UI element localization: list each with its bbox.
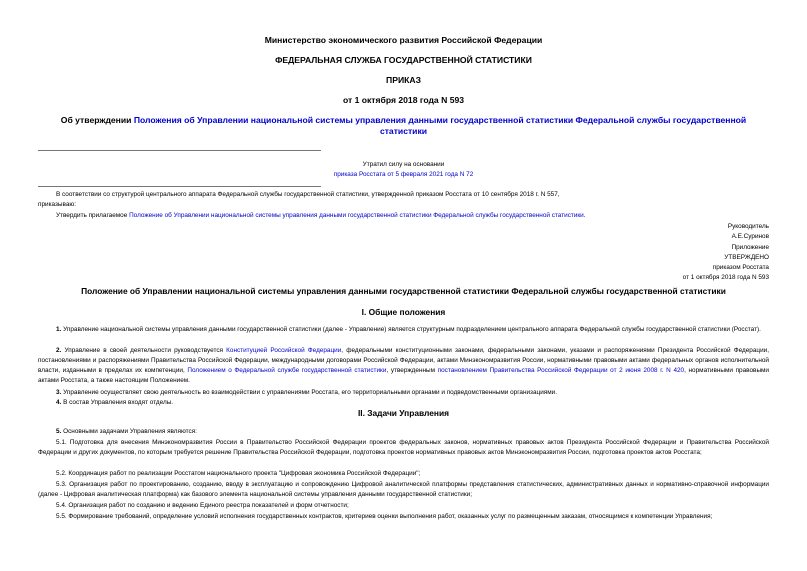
clause-4-number: 4. — [56, 399, 62, 406]
clause-2-number: 2. — [56, 347, 62, 354]
clause-5-2: 5.2. Координация работ по реализации Росстатом национального проекта "Цифровая экономика Российской Федерации"; — [56, 470, 421, 477]
clause-4 — [38, 398, 769, 408]
clause-5-4: 5.4. Организация работ по созданию и ведению Единого реестра показателей и форм отчетности; — [56, 502, 349, 509]
doc-date-number: от 1 октября 2018 года N 593 — [342, 95, 465, 105]
signer-role: Руководитель — [727, 223, 769, 230]
clause-5-1: 5.1. Подготовка для внесения Минэкономразвития России в Правительство Российской Федерации проектов федеральных законов, нормативных правовых актов Президента Российской Федерации и Правительства Российской Федерации и других документов, по которым требуется решение Правительства Российской Федерации, подготовка проектов нормативных правовых актов Минэкономразвития России, подготовка проектов актов Росстата; — [38, 439, 769, 456]
preamble-order-word: приказываю: — [38, 201, 76, 208]
divider-bottom — [38, 186, 321, 187]
clause-2-text-d: , нормативными правовыми актами Росстата, а также настоящим Положением. — [38, 366, 769, 384]
status-line: Утратил силу на основании — [362, 161, 445, 168]
repeal-order-link[interactable]: приказа Росстата от 5 февраля 2021 года N 72 — [333, 170, 474, 178]
clause-5-5: 5.5. Формирование требований, определение условий исполнения государственных контрактов, критериев оценки выполнения работ, оказанных услуг по размещенным заказам, относящимся к компетенции Управления; — [56, 513, 713, 520]
approved-label: УТВЕРЖДЕНО — [724, 253, 769, 261]
clause-5-text: Основными задачами Управления являются: — [63, 428, 197, 435]
clause-3-number: 3. — [56, 389, 62, 396]
approved-regulation-link[interactable]: Положение об Управлении национальной системы управления данными государственной статистики Федеральной службы государственной статистики — [129, 212, 584, 219]
service-title: ФЕДЕРАЛЬНАЯ СЛУЖБА ГОСУДАРСТВЕННОЙ СТАТИСТИКИ — [275, 55, 532, 65]
approved-by-order: приказом Росстата — [712, 264, 769, 272]
clause-3-text: Управление осуществляет свою деятельность во взаимодействии с управлениями Росстата, его территориальными органами и подведомственными организациями. — [63, 389, 557, 396]
status-note — [38, 160, 769, 180]
regulation-title: Положение об Управлении национальной системы управления данными государственной статистики Федеральной службы государственной статистики — [81, 286, 726, 296]
clause-4-text: В состав Управления входят отделы. — [63, 399, 174, 406]
clause-2 — [38, 346, 769, 386]
clause-2-text-c: , утвержденным — [386, 366, 435, 374]
rosstat-regulation-link[interactable]: Положением о Федеральной службе государственной статистики — [187, 366, 387, 374]
clause-5-3: 5.3. Организация работ по проектированию, созданию, вводу в эксплуатацию и сопровождению Цифровой аналитической платформы представления статистических, административных данных и нормативно-справочной информации (далее - Цифровая аналитическая платформа) как базового элемента национальной системы управления данными государственной статистики; — [38, 481, 769, 498]
clause-2-text-b: , федеральными конституционными законами, федеральными законами, указами и распоряжениями Президента Российской Федерации, постановлениями и распоряжениями Правительства Российской Федерации, международными договорами Российской Федерации, актами Минэкономразвития России, нормативными правовыми актами федеральных органов исполнительной власти, изданными в пределах их компетенции, — [38, 347, 769, 374]
signature-block — [38, 222, 769, 284]
preamble-paragraph: В соответствии со структурой центрального аппарата Федеральной службы государственной статистики, утвержденной приказом Росстата от 10 сентября 2018 г. N 557, — [56, 191, 560, 198]
clause-1 — [38, 325, 769, 335]
doc-title-prefix: Об утверждении — [60, 115, 132, 125]
clause-5 — [38, 427, 769, 437]
approved-order-date: от 1 октября 2018 года N 593 — [682, 274, 769, 282]
appendix-label: Приложение — [731, 243, 769, 251]
section-2-title: II. Задачи Управления — [357, 408, 450, 418]
regulation-link[interactable]: Положения об Управлении национальной системы управления данными государственной статистики Федеральной службы государственной статистики — [133, 115, 747, 136]
clause-5-number: 5. — [56, 428, 62, 435]
clause-2-text-a: Управление в своей деятельности руководствуется — [64, 347, 223, 354]
section-1-title: I. Общие положения — [361, 307, 446, 317]
doc-type: ПРИКАЗ — [386, 75, 421, 85]
clause-1-text: Управление национальной системы управления данными государственной статистики (далее - Управление) является структурным подразделением центрального аппарата Федеральной службы государственной статистики (Росстат). — [63, 326, 761, 333]
divider-top — [38, 150, 321, 151]
clause-3 — [38, 388, 769, 398]
clause-1-number: 1. — [56, 326, 62, 333]
ministry-title: Министерство экономического развития Российской Федерации — [264, 35, 543, 45]
constitution-link[interactable]: Конституцией Российской Федерации — [226, 347, 342, 354]
doc-title — [38, 115, 769, 137]
approve-suffix: . — [583, 212, 586, 219]
government-decree-link[interactable]: постановлением Правительства Российской Федерации от 2 июня 2008 г. N 420 — [437, 366, 685, 374]
approve-paragraph — [38, 211, 769, 221]
signer-name: А.Е.Суринов — [731, 233, 769, 241]
approve-prefix: Утвердить прилагаемое — [56, 212, 128, 219]
